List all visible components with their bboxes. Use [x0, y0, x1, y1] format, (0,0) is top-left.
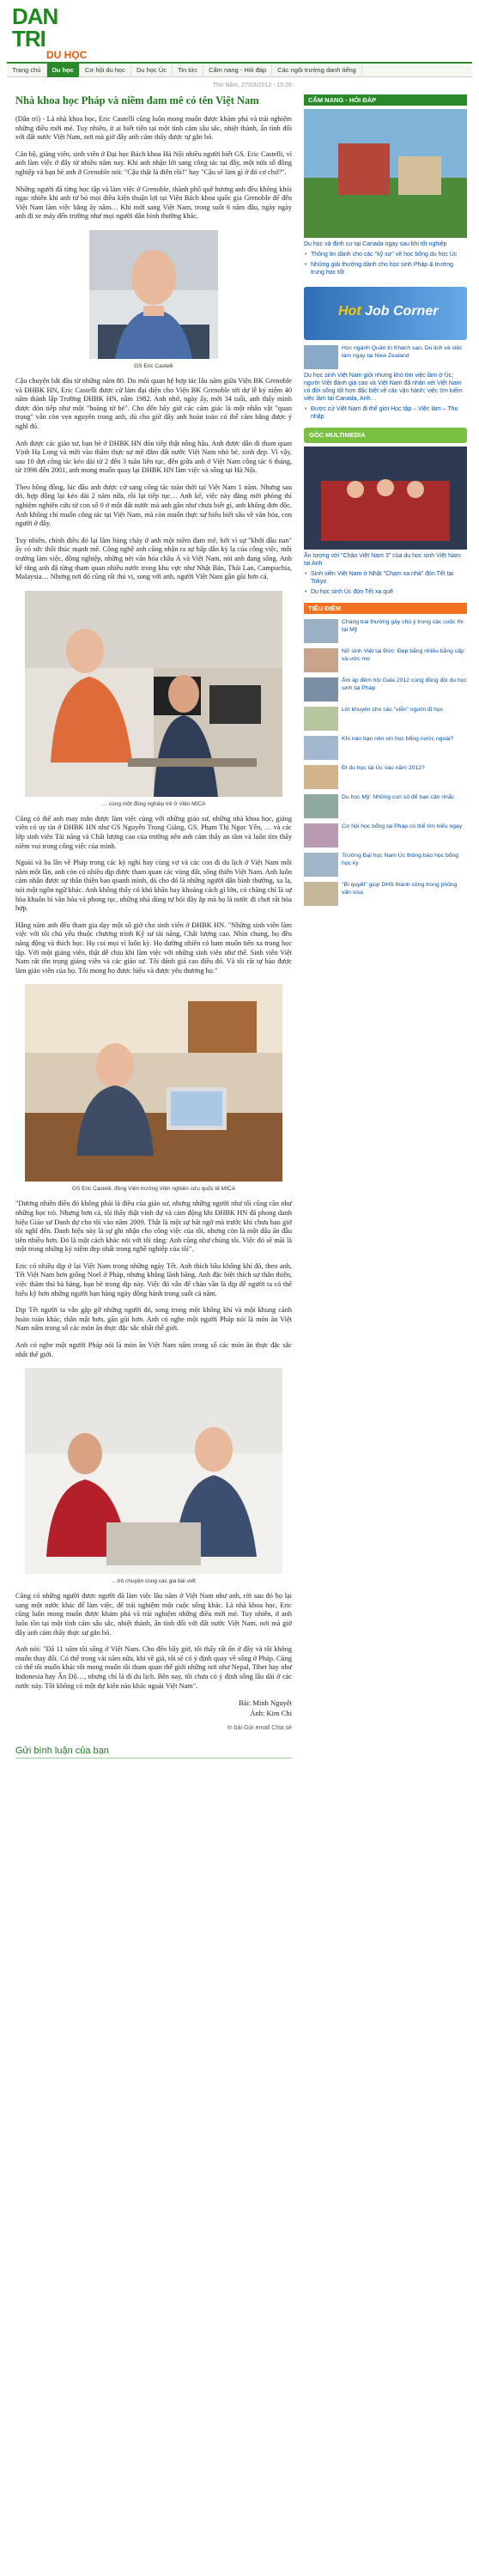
news-title: Cơ hội học bổng tại Pháp có thể tìm hiểu ngay	[342, 823, 463, 829]
article-byline	[15, 1698, 292, 1718]
article-paragraph: Eric có nhiều dịp ở lại Việt Nam trong những ngày Tết. Anh thích bầu không khí đó, theo anh, Tết Việt Nam hơn giống Noel ở Pháp, nhưng không lãnh băng. Anh đặc biệt thích sự thân thiện, việc thăm thú bà hàng, bạn bè trong dịp này. Việc đó vẫn để chào vần là dịp để người ta có thể hiểu kỹ hơn những người bạn hàng ngày đông hành trong suốt cả năm.	[15, 1261, 292, 1297]
news-title: Học ngành Quản trị Khách sạn, Du lịch và việc làm ngay tại New Zealand	[342, 345, 463, 359]
article-photo-4	[15, 1368, 292, 1584]
article-paragraph: Cũng có những người được người đã làm việc lâu năm ở Việt Nam như anh, rời sau đó họ lại sang một nước khác để làm việc, để trải nghiệm một cuộc sống khác. Là nhà khoa học, Eric cũng luôn mong muốn được khám phá và trải nghiệm những điều mới mẻ. Tuy nhiên, ở anh luôn tồn tại một tình cảm sâu sắc, nhiệt thành, ẩn tình đối với đất nước Việt Nam, nơi mà giờ đây anh cảm thấy thực sự gắn bó.	[15, 1592, 292, 1637]
news-thumbnail	[304, 794, 338, 818]
news-thumbnail	[304, 853, 338, 877]
sidebar-news-item[interactable]	[304, 677, 467, 702]
hot-job-banner[interactable]	[304, 287, 467, 340]
photo-caption: GS Eric Castelli, đồng Viện trưởng Viện nghiên cứu quốc tế MICA	[71, 1186, 236, 1193]
photo-caption: …trò chuyện cùng các gia bài viết	[112, 1578, 196, 1585]
site-header	[0, 0, 479, 61]
logo-sub-text: DU HỌC	[46, 49, 88, 61]
sidebar-news-item[interactable]	[304, 882, 467, 906]
article-paragraph: Hằng năm anh đều tham gia dạy một số giờ cho sinh viên ở ĐHBK HN. "Những sinh viên làm việc với tôi chủ yếu thuộc chương trình Kỹ sư tài năng, Chất lượng cao. Nhìn chung, họ đều năng động và thích học. Họ coi mọi vì luôn kỳ. Họ dường nhiên có ham muốn tiến xa trong học tập. Với một giảng viên, thật dễ chịu khi làm việc với những sinh viên như thế. Sinh viên Việt Nam rất tôn trọng giảng viên và các giáo sư. Tôi đánh giá cao điều đó. Và tôi rất tự hào được làm giáo viên của họ. Tôi mong họ được hiểu và được yêu thương họ."	[15, 920, 292, 975]
sidebar-link[interactable]: • Du học sinh Úc đón Tết xa quê	[304, 588, 467, 596]
sidebar-news-item[interactable]	[304, 707, 467, 731]
news-title: "Bí quyết" giúp DHS thành công trong phỏng vấn visa	[342, 882, 458, 896]
article-paragraph: Anh có nghe một người Pháp nói là món ăn Việt Nam nấm trong số các món ăn thực đặc sắc nhất thế giới.	[15, 1341, 292, 1358]
share-toolbar[interactable]: In bài Gửi email Chia sẻ	[227, 1725, 292, 1732]
article-paragraph: Dịp Tết người ta vẫn gặp gỡ những người đó, song trong một không khí và một khung cảnh hoàn toàn khác, thân mật hơn, gần gũi hơn. Anh có nghe một người Pháp nói là món ăn Việt Nam nấm trong số các món ăn thực đặc sắc nhất thế giới.	[15, 1306, 292, 1333]
nav-item-tin-tuc[interactable]: Tin tức	[173, 64, 203, 77]
article-paragraph: Cán bộ, giảng viên, sinh viên ở Đại học Bách khoa Hà Nội nhiều người biết GS. Eric Castelli, vì anh làm việc ở đây từ nhiều năm nay. Khi anh nhận lời sang công tác tại đây, một nửa số đồng nghiệp và bạn bè anh ở Grenoble nói: "Cậu thật là điên rồi!" hay "Cậu sẽ làm gì ở đó cơ chứ?".	[15, 149, 292, 176]
logo-main-text: DAN TRI	[12, 3, 58, 52]
article-photo-3	[15, 984, 292, 1192]
article-paragraph: Anh được các giáo sư, bạn bè ở ĐHBK HN đón tiếp thật nồng hậu. Anh được dẫn đi tham quan Vịnh Hạ Long và mời vào thăm thực sự mê đắm đất nước Việt Nam nhỏ bé, xinh đẹp. Vì vậy, sau 10 đợt công tác kéo dài từ 2 đến 3 tuần liên tục, đến giữa anh ở Việt Nam công tác 6 tháng, từ 1996 đến 2001, anh mong muốn quay lại ĐHBK HN làm việc và sống tại Hà Nội.	[15, 439, 292, 475]
news-title: Chàng trai thường gây chú ý trong các cuộc thi tại Mỹ	[342, 619, 464, 633]
article-title: Nhà khoa học Pháp và niềm đam mê có tên Việt Nam	[15, 94, 259, 106]
news-title: Đi du học tài Úc vào năm 2012?	[342, 765, 425, 771]
news-title: Du học Mỹ: Những con số để bạn cân nhắc	[342, 794, 455, 800]
hot-job-title	[338, 304, 438, 319]
photo-office	[25, 984, 282, 1182]
sidebar-news-item[interactable]	[304, 345, 467, 369]
sidebar-link[interactable]: • Được cử Việt Nam đi thế giới Học tập – Việc làm – Thu nhập	[304, 405, 467, 421]
article-paragraph: Tuy nhiên, chính điều đó lại làm bùng cháy ở anh một niềm đam mê, bởi vì sự "khởi đầu nan" ấy có sức thôi thúc mạnh mẽ. Công nghệ anh cũng nhận ra sự hấp dẫn kỳ lạ của công việc, môi trường làm việc, đồng nghiệp, những nét văn hóa châu Á và Việt Nam, nói anh đang sống. Anh kể rằng anh đã từng tham quan nhiều nước trong khu vực như Nhật Bản, Thái Lan, Campuchia, Malaysia… Nhưng nơi đó cũng rất thú vị, song với anh, người Việt Nam gần gũi hơn cả.	[15, 536, 292, 581]
author-writer: Bài: Minh Nguyệt	[239, 1698, 292, 1708]
news-title: Trường Đại học Nam Úc thông báo học bổng học kỳ	[342, 853, 459, 866]
article	[15, 82, 292, 1759]
sidebar-news-item[interactable]	[304, 853, 467, 877]
nav-item-du-hoc[interactable]: Du học	[47, 64, 80, 77]
sidebar-link[interactable]: • Những giải thưởng dành cho học sinh Pháp & trường trung học tốt	[304, 261, 467, 276]
multimedia-photo[interactable]	[304, 447, 467, 550]
article-paragraph: Cũng có thể anh may mắn được làm việc cùng với những giáo sư, những nhà khoa học, giảng viên có uy tín ở ĐHBK HN như GS Nguyễn Trọng Giảng, GS. Phạm Thị Ngọc Yến, … và các lớp sinh viên Tài năng và Chất lượng cao của trường nên anh cảm thấy an tâm và luôn tìm thấy niềm vui trong công việc của mình.	[15, 814, 292, 850]
article-photo-1	[15, 230, 292, 369]
news-title: Nữ sinh Việt tại Đức: Đẹp bằng nhiều bằng cấp và ước mơ	[342, 648, 464, 662]
news-title: Lời khuyên cho các "viễn" người đi học	[342, 707, 444, 713]
news-thumbnail	[304, 736, 338, 760]
article-datetime: Thứ Năm, 27/03/2012 - 15:26	[212, 82, 292, 88]
news-thumbnail	[304, 882, 338, 906]
news-thumbnail	[304, 677, 338, 702]
site-logo[interactable]	[12, 3, 88, 61]
article-paragraph: Những người đã từng học tập và làm việc ở Grenoble, thành phố quê hương anh đều không khỏi ngạc nhiên khi anh từ bỏ mọi điều kiện thuận lợi tại Viện Bách khoa quốc gia Grenoble để đến Việt Nam làm việc bằng ấy năm… Khi mới sang Việt Nam, trong suốt 6 năm đầu, ngày ngày anh đi xe máy đến trường như mọi người dân bình thường khác.	[15, 185, 292, 221]
hot-job-title-rest: Job Corner	[361, 304, 439, 319]
photo-caption: … cùng một đồng nghiệp trẻ ở Viện MICA	[101, 800, 206, 807]
news-title: Khi nào bạn nên xin học bổng nước ngoài?	[342, 736, 454, 742]
sidebar-link[interactable]: Du học sinh Việt Nam giỏi nhưng khó tìm việc làm ở Úc; người Việt đánh giá cao và Việt Nam đã nhận xét Việt Nam có đời sống tốt hơn đặc biệt về các vận hành; việc tìm kiếm việc làm tại Canada, Anh…	[304, 373, 463, 402]
multimedia-title: GÓC MULTIMEDIA	[304, 428, 467, 443]
sidebar-news-item[interactable]	[304, 794, 467, 818]
main-nav	[7, 62, 472, 77]
author-photographer: Ảnh: Kim Chi	[250, 1709, 292, 1718]
news-thumbnail	[304, 648, 338, 672]
article-paragraph: Cậu chuyện bắt đầu từ những năm 80. Do mối quan hệ hợp tác lâu năm giữa Viện BK Grenoble và ĐHBK HN, Eric Castelli được cử làm đại diện cho Viện BK Grenoble tới dự lễ kỷ niệm 40 năm thành lập Trường ĐHBK HN, năm 1982. Anh nhớ, ngày ấy, mới 34 tuổi, anh thấy mình được đón tiếp như một "hoàng tử bé". Cho đến bây giờ các cảm giác là một nhân vật "quan trọng" vẫn còn vẹn nguyên trong anh, dù cho giờ đây anh hoàn toàn có thể cảm bằng được ý nghĩ đó.	[15, 376, 292, 430]
nav-item-cam-nang[interactable]: Cẩm nang - Hỏi đáp	[203, 64, 272, 77]
article-paragraph: Anh nói: "Đã 11 năm tôi sống ở Việt Nam. Cho đến bây giờ, tôi thấy rất ổn ở đây và tôi không muốn thay đổi. Có thể trong vài năm nữa, khi về già, tôi sẽ có ý định quay về sống ở Pháp. Cũng có thể tôi muốn khác tốt mong muốn tôi tham quan thế giới những nơi như Nepal, Tibet hay như Indonesia hay Ấn Độ…, nhưng chỉ là đi du lịch. Bên nay, tôi chưa có ý định sống lâu dài ở các nước này. Tôi không có một dự kiến nào khác ngoài Việt Nam".	[15, 1645, 292, 1690]
sidebar-link[interactable]: • Thông tin dành cho các "kỹ sư" về học bổng du học Úc	[304, 251, 467, 258]
sidebar-news-item[interactable]	[304, 765, 467, 789]
sidebar-link[interactable]: • Sinh viên Việt Nam ở Nhật "Chạm xa nhà" đón Tết tại Tokyo	[304, 570, 467, 586]
photo-lab	[25, 591, 282, 797]
sidebar-feature-caption[interactable]: Du học và định cư tại Canada ngay sau khi tốt nghiệp	[304, 241, 447, 247]
article-paragraph: Ngoài và ba lần về Pháp trong các kỳ nghỉ hay cùng vợ và các con đi du lịch ở Việt Nam mỗi năm một lần, anh còn có nhiều dịp được tham quan các vùng đất, sông thiên Việt Nam. Anh luôn cảm nhận được sự thân thiện bao quanh mình, dù cho đó là những người dân bình thường, xa lạ, nói một ngôn ngữ khác. Anh không thấy có khó khăn hay khoảng cách gì lớn, có chăng chỉ là sự hòa khuôn bì văn hóa và phong tục, những nhà dùng tự hỏi đầy ắp mà họ là nước đi chơi rất hòa hợp.	[15, 859, 292, 913]
article-photo-2	[15, 591, 292, 807]
multimedia-caption[interactable]: Ấn tượng với "Chào Việt Nam 3" của du học sinh Việt Nam tại Anh	[304, 553, 461, 567]
nav-item-home[interactable]: Trang chủ	[7, 64, 47, 77]
nav-item-truong[interactable]: Các ngôi trường danh tiếng	[272, 64, 362, 77]
news-title: Ấm áp đêm hội Gala 2012 cùng đồng đội du học sinh tại Pháp	[342, 677, 467, 691]
photo-portrait	[89, 230, 218, 359]
comment-section-title: Gửi bình luận của bạn	[15, 1746, 292, 1759]
sidebar-feature-photo[interactable]	[304, 109, 467, 238]
news-thumbnail	[304, 823, 338, 848]
sidebar-news-item[interactable]	[304, 648, 467, 672]
sidebar-news-item[interactable]	[304, 736, 467, 760]
article-lead: (Dân trí) - Là nhà khoa học, Eric Castelli cũng luôn mong muốn được khám phá và trải nghiệm những điều mới mẻ. Tuy nhiên, ít ai biết tiến tại một tình cảm sâu sắc, nhiệt thành, ẩn tình đối với đất nước Việt Nam, nơi mà giờ đây anh cảm thấy được tự gắn bó.	[15, 115, 292, 142]
article-paragraph: Theo hồng đồng, lúc đầu anh được cử sang công tác toàn thời tại Việt Nam 1 năm. Nhưng sau đó, hợp đồng lại kéo dài 2 năm nữa, rồi lại tiếp tục… Anh kể, việc này đáng mời phòng thí nghiệm nghiên cứu từ con số 0 ở một đất nước mà anh gần như chưa biết gì, anh không đơn độc. Anh không chỉ muốn công tác tại Việt Nam, mà còn muốn thực sự hiểu biết sâu về văn hóa, con người ở đây.	[15, 483, 292, 528]
sidebar	[304, 94, 467, 906]
article-paragraph: "Dương nhiên điều đó không phải là điều của giáo sư, nhưng những người như tôi cũng cần như những học trò. Nhưng hơn cả, tôi thấy thật vinh dự và cảm động khi ĐHBK HN đã phong danh hiệu Giáo sư Danh dự cho tôi vào năm 2009. Thật là một sự bất ngờ mà trước khi chưa bao giờ tôi nghĩ đến. Danh hiệu này là sự ghi nhận cho công việc của tôi, nhưng còn là một dấu ấn đầu tiên nhiều hơn. Đó là một cách khác nói với tôi rằng: Anh cũng như chúng tôi. Việc đó sẽ mãi là một trong những kỷ niệm đẹp nhất trong nghề nghiệp của tôi".	[15, 1200, 292, 1254]
news-thumbnail	[304, 765, 338, 789]
hot-job-title-prefix: Hot	[338, 304, 361, 319]
nav-item-co-hoi[interactable]: Cơ hội du học	[80, 64, 131, 77]
sidebar-box-title: CẨM NANG - HỎI ĐÁP	[304, 94, 467, 106]
news-thumbnail	[304, 707, 338, 731]
news-thumbnail	[304, 345, 338, 369]
sidebar-news-item[interactable]	[304, 619, 467, 643]
photo-caption: GS Eric Castelli	[134, 362, 173, 369]
news-thumbnail	[304, 619, 338, 643]
latest-news-title: TIÊU ĐIỂM	[304, 603, 467, 614]
nav-item-du-hoc-uc[interactable]: Du học Úc	[131, 64, 173, 77]
photo-interview	[25, 1368, 282, 1574]
sidebar-news-item[interactable]	[304, 823, 467, 848]
